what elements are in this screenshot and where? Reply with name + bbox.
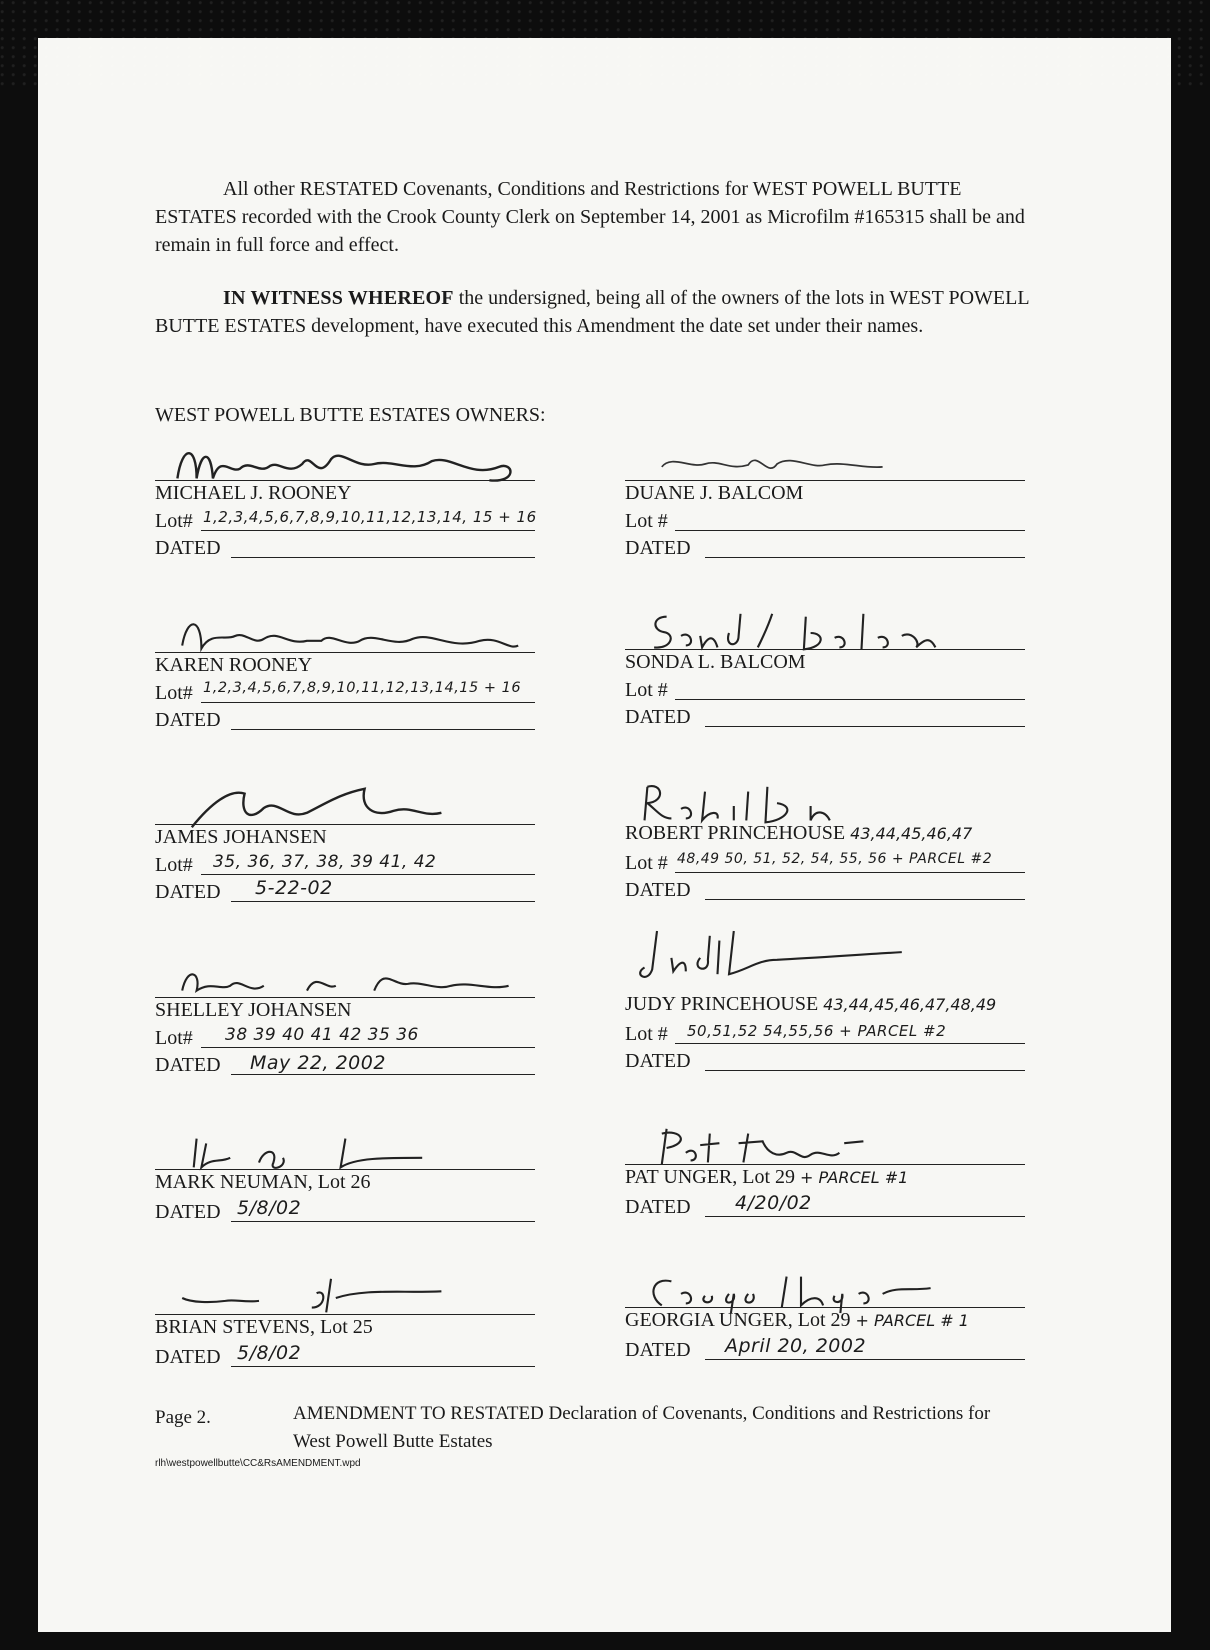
signature-georgia-unger	[635, 1267, 1015, 1315]
owner-name: DUANE J. BALCOM	[625, 482, 804, 504]
witness-heading: IN WITNESS WHEREOF	[223, 287, 454, 309]
lot-row: Lot #	[625, 679, 668, 702]
file-path: rlh\westpowellbutte\CC&RsAMENDMENT.wpd	[155, 1458, 361, 1469]
page-number: Page 2.	[155, 1407, 211, 1428]
owner-name: MICHAEL J. ROONEY	[155, 482, 352, 504]
lot-value: 35, 36, 37, 38, 39 41, 42	[213, 852, 437, 872]
owner-name-row	[625, 822, 972, 845]
dated-value: 5-22-02	[255, 877, 333, 899]
lot-row: Lot # 48,49 50, 51, 52, 54, 55, 56 + PARCEL #2	[625, 852, 668, 875]
owner-parcel-extra: + PARCEL #1	[800, 1168, 909, 1187]
dated-value: 5/8/02	[237, 1197, 302, 1219]
witness-paragraph: IN WITNESS WHEREOF the undersigned, being all of the owners of the lots in WEST POWELL BUTTE ESTATES development, have executed this Amendment the date set under their names.	[155, 287, 1029, 337]
signature-michael-rooney	[165, 440, 545, 488]
owner-name: JUDY PRINCEHOUSE	[625, 993, 819, 1015]
lot-value: 48,49 50, 51, 52, 54, 55, 56 + PARCEL #2	[677, 851, 993, 867]
signature-duane-balcom	[635, 440, 1015, 488]
signature-shelley-johansen	[165, 957, 545, 1005]
owner-name: MARK NEUMAN, Lot 26	[155, 1171, 371, 1193]
dated-value: May 22, 2002	[250, 1052, 386, 1074]
signature-sonda-balcom	[635, 609, 1015, 657]
signature-mark-neuman	[165, 1129, 545, 1177]
owner-name-row	[625, 993, 996, 1016]
owner-lots-extra: 43,44,45,46,47	[850, 824, 973, 843]
lot-row: Lot# 1,2,3,4,5,6,7,8,9,10,11,12,13,14,15 + 16	[155, 682, 193, 705]
dated-row: DATED April 20, 2002	[625, 1339, 691, 1362]
owner-name: KAREN ROONEY	[155, 654, 313, 676]
dated-row: DATED	[625, 537, 691, 560]
signature-james-johansen	[165, 784, 545, 832]
lot-row: Lot# 1,2,3,4,5,6,7,8,9,10,11,12,13,14, 15 + 16	[155, 508, 537, 532]
dated-value: April 20, 2002	[725, 1335, 867, 1357]
signature-karen-rooney	[165, 612, 545, 660]
lot-value: 38 39 40 41 42 35 36	[225, 1025, 419, 1045]
lot-value: 1,2,3,4,5,6,7,8,9,10,11,12,13,14,15 + 16	[203, 680, 522, 696]
dated-row: DATED	[625, 706, 691, 729]
lot-row: Lot # 50,51,52 54,55,56 + PARCEL #2	[625, 1023, 668, 1046]
dated-row: DATED 5/8/02	[155, 1201, 221, 1224]
owner-name: SHELLEY JOHANSEN	[155, 999, 352, 1021]
owner-name: ROBERT PRINCEHOUSE	[625, 822, 846, 844]
lot-row: Lot# 38 39 40 41 42 35 36	[155, 1027, 193, 1050]
owner-name-row	[625, 1166, 908, 1189]
dated-row: DATED	[155, 537, 221, 560]
dated-row: DATED May 22, 2002	[155, 1054, 221, 1077]
lot-row: Lot #	[625, 510, 668, 533]
dated-row: DATED	[625, 879, 691, 902]
document-title: AMENDMENT TO RESTATED Declaration of Covenants, Conditions and Restrictions for West Powell Butte Estates	[293, 1403, 991, 1452]
signature-judy-princehouse	[635, 931, 1015, 979]
dated-value: 5/8/02	[237, 1342, 302, 1364]
owner-name: PAT UNGER, Lot 29	[625, 1166, 796, 1188]
lot-value: 50,51,52 54,55,56 + PARCEL #2	[687, 1022, 947, 1040]
owner-name: BRIAN STEVENS, Lot 25	[155, 1316, 373, 1338]
signature-pat-unger	[635, 1124, 1015, 1172]
owner-name: GEORGIA UNGER, Lot 29	[625, 1309, 851, 1331]
owner-name-row	[625, 1309, 969, 1332]
lot-value: 1,2,3,4,5,6,7,8,9,10,11,12,13,14, 15 + 16	[203, 508, 537, 526]
restated-covenants-paragraph: All other RESTATED Covenants, Conditions and Restrictions for WEST POWELL BUTTE ESTATES recorded with the Crook County Clerk on September 14, 2001 as Microfilm #165315 shall be and remain in full force and effect.	[155, 178, 1025, 256]
dated-row: DATED	[155, 709, 221, 732]
lot-row: Lot# 35, 36, 37, 38, 39 41, 42	[155, 854, 193, 877]
owners-heading: WEST POWELL BUTTE ESTATES OWNERS:	[155, 404, 546, 426]
dated-value: 4/20/02	[735, 1192, 812, 1214]
dated-row: DATED	[625, 1050, 691, 1073]
owner-parcel-extra: + PARCEL # 1	[855, 1311, 969, 1330]
owner-lots-extra: 43,44,45,46,47,48,49	[823, 995, 997, 1014]
signature-brian-stevens	[165, 1274, 545, 1322]
dated-row: DATED 4/20/02	[625, 1196, 691, 1219]
dated-row: DATED 5-22-02	[155, 881, 221, 904]
owner-name: SONDA L. BALCOM	[625, 651, 806, 673]
dated-row: DATED 5/8/02	[155, 1346, 221, 1369]
owner-name: JAMES JOHANSEN	[155, 826, 327, 848]
